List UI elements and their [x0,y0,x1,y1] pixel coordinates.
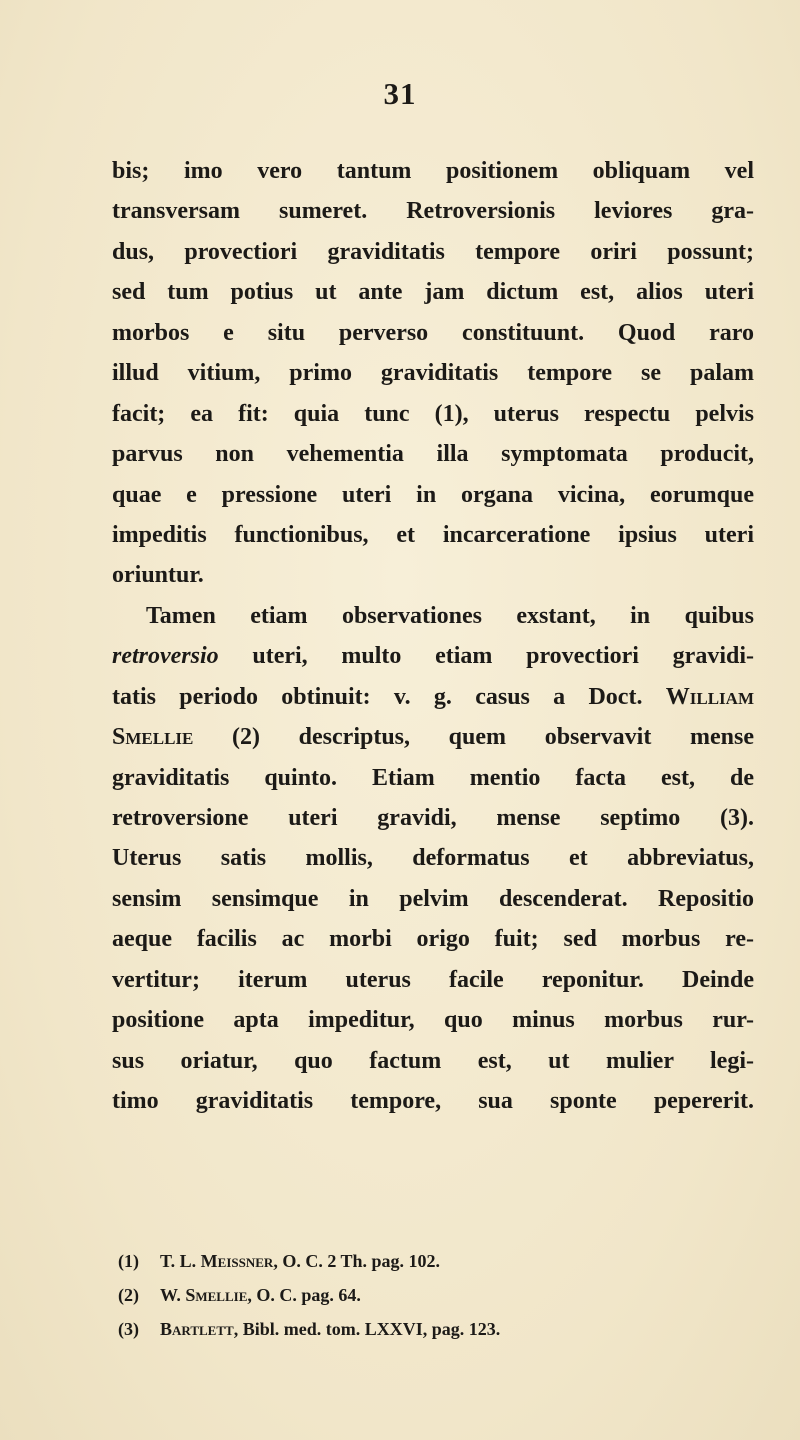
footnote-author: T. L. Meissner [160,1251,274,1271]
text-line: retroversione uteri gravidi, mense septimo (3). [112,805,754,831]
text-line: retroversio uteri, multo etiam provectiori gravidi- [112,643,754,670]
text-line: Smellie (2) descriptus, quem observavit mense [112,724,754,751]
paragraph-start-line: Tamen etiam observationes exstant, in quibus [146,602,754,629]
italic-term: retroversio [112,643,219,670]
text-line: sensim sensimque in pelvim descenderat. Repositio [112,885,754,912]
text-line: tatis periodo obtinuit: v. g. casus a Doct. William [112,683,754,710]
author-name: William [665,683,754,710]
footnote [118,1244,758,1278]
text-line: vertitur; iterum uterus facile reponitur. Deinde [112,966,754,993]
footnote-mark: (2) [118,1285,139,1305]
text-line: dus, provectiori graviditatis tempore oriri possunt; [112,238,754,265]
footnote [118,1312,758,1346]
footnote-text: , Bibl. med. tom. LXXVI, pag. 123. [233,1319,501,1339]
footnote-text: , O. C. pag. 64. [247,1285,361,1305]
text-line: sed tum potius ut ante jam dictum est, alios uteri [112,279,754,306]
author-name: Smellie [112,724,194,751]
body-text [112,151,754,1122]
footnote-mark: (1) [118,1251,139,1271]
text-line: bis; imo vero tantum positionem obliquam vel [112,158,754,184]
text-line: graviditatis quinto. Etiam mentio facta est, de [112,764,754,791]
text-line: sus oriatur, quo factum est, ut mulier legi- [112,1047,754,1074]
text-line: Uterus satis mollis, deformatus et abbreviatus, [112,845,754,872]
footnote-mark: (3) [118,1319,139,1339]
text-line: positione apta impeditur, quo minus morbus rur- [112,1007,754,1034]
footnote-author: W. Smellie [160,1285,248,1305]
footnote-text: , O. C. 2 Th. pag. 102. [273,1251,441,1271]
footnote [118,1278,758,1312]
text-line: morbos e situ perverso constituunt. Quod raro [112,319,754,346]
text-line: timo graviditatis tempore, sua sponte pepererit. [112,1088,754,1115]
footnote-author: Bartlett [160,1319,234,1339]
text-line: impeditis functionibus, et incarceratione ipsius uteri [112,521,754,548]
text-line: aeque facilis ac morbi origo fuit; sed morbus re- [112,926,754,953]
text-line: parvus non vehementia illa symptomata producit, [112,441,754,468]
text-line: quae e pressione uteri in organa vicina, eorumque [112,481,754,508]
text-line: transversam sumeret. Retroversionis leviores gra- [112,198,754,225]
text-line: illud vitium, primo graviditatis tempore se palam [112,360,754,387]
text-line: oriuntur. [112,562,204,589]
footnotes [118,1244,758,1346]
page-number: 31 [383,76,417,111]
text-line: facit; ea fit: quia tunc (1), uterus respectu pelvis [112,400,754,427]
